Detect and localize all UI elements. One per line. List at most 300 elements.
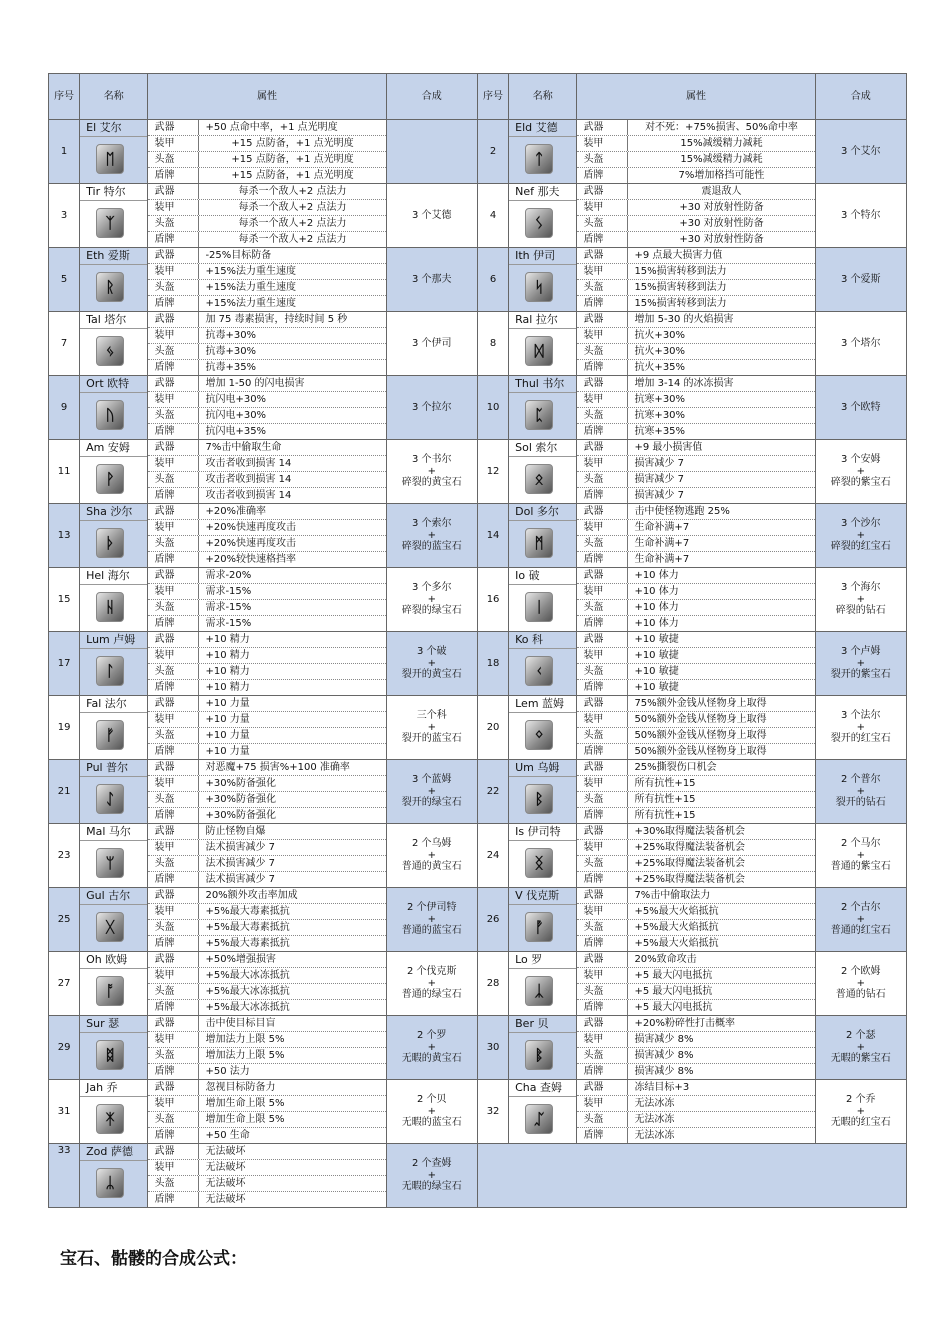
slot-label: 盾牌 <box>148 680 199 695</box>
rune-table <box>48 73 907 1208</box>
empty-cell <box>477 1144 906 1208</box>
slot-label: 头盔 <box>148 984 199 999</box>
property-value: 震退敌人 <box>701 186 742 197</box>
property-value: +5 最大闪电抵抗 <box>634 970 713 981</box>
rune-stone-icon: ᚱ <box>96 272 124 302</box>
rune-properties <box>148 504 386 568</box>
slot-label: 盾牌 <box>577 1000 628 1015</box>
recipe: 3 个沙尔 + 碎裂的红宝石 <box>815 504 906 568</box>
property-value: +25%取得魔法装备机会 <box>634 842 746 853</box>
slot-label: 装甲 <box>577 200 628 215</box>
rune-properties <box>577 1016 815 1080</box>
rune-name: Ral 拉尔 <box>509 312 576 329</box>
slot-label: 装甲 <box>148 456 199 471</box>
rune-name-cell <box>509 1016 577 1080</box>
property-value: 50%额外金钱从怪物身上取得 <box>634 730 767 741</box>
header-name: 名称 <box>80 74 148 120</box>
property-value: +10 体力 <box>634 570 679 581</box>
slot-label: 装甲 <box>148 520 199 535</box>
rune-number: 32 <box>477 1080 508 1144</box>
slot-label: 头盔 <box>577 216 628 231</box>
rune-properties <box>148 120 386 184</box>
rune-number: 21 <box>49 760 80 824</box>
rune-name: Zod 萨德 <box>80 1144 147 1161</box>
property-value: 无法破坏 <box>205 1162 246 1173</box>
slot-label: 头盔 <box>148 600 199 615</box>
rune-stone-icon: ᛈ <box>525 400 553 430</box>
rune-name-cell <box>509 184 577 248</box>
property-value: 抗火+35% <box>634 362 686 373</box>
rune-stone-icon: ᛞ <box>525 336 553 366</box>
rune-name: Eld 艾德 <box>509 120 576 137</box>
slot-label: 装甲 <box>148 840 199 855</box>
property-value: 50%额外金钱从怪物身上取得 <box>634 746 767 757</box>
property-value: 无法冰冻 <box>634 1130 675 1141</box>
property-value: 所有抗性+15 <box>634 810 696 821</box>
rune-stone-icon: ᛢ <box>525 1104 553 1134</box>
property-value: +10 力量 <box>205 746 250 757</box>
property-value: 忽视目标防备力 <box>205 1082 276 1093</box>
property-value: +5%最大冰冻抵抗 <box>205 986 290 997</box>
rune-properties <box>577 824 815 888</box>
property-value: +30 对放射性防备 <box>679 234 764 245</box>
property-value: +10 敏捷 <box>634 682 679 693</box>
header-recipe: 合成 <box>815 74 906 120</box>
property-value: +10 体力 <box>634 618 679 629</box>
property-value: 抗寒+30% <box>634 410 686 421</box>
rune-stone-icon: ᛇ <box>96 784 124 814</box>
rune-name-cell <box>509 952 577 1016</box>
property-value: 增加法力上限 5% <box>205 1034 285 1045</box>
rune-stone-icon: ᛋ <box>525 272 553 302</box>
slot-label: 头盔 <box>148 344 199 359</box>
recipe: 3 个伊司 <box>386 312 477 376</box>
rune-number: 14 <box>477 504 508 568</box>
property-value: +5%最大火焰抵抗 <box>634 938 719 949</box>
rune-stone-icon: ᛁ <box>525 592 553 622</box>
rune-properties <box>148 952 386 1016</box>
property-value: 冻结目标+3 <box>634 1082 690 1093</box>
slot-label: 头盔 <box>577 792 628 807</box>
recipe: 2 个伊司特 + 普通的蓝宝石 <box>386 888 477 952</box>
rune-name: Lem 蓝姆 <box>509 696 576 713</box>
recipe: 3 个法尔 + 裂开的红宝石 <box>815 696 906 760</box>
rune-stone-icon: ᛏ <box>525 144 553 174</box>
rune-name-cell <box>509 1080 577 1144</box>
slot-label: 装甲 <box>577 904 628 919</box>
slot-label: 头盔 <box>577 728 628 743</box>
property-value: 损害减少 7 <box>634 474 684 485</box>
slot-label: 装甲 <box>148 648 199 663</box>
rune-name-cell <box>80 632 148 696</box>
rune-name: Tal 塔尔 <box>80 312 147 329</box>
recipe: 2 个贝 + 无暇的蓝宝石 <box>386 1080 477 1144</box>
rune-properties <box>148 632 386 696</box>
rune-properties <box>577 120 815 184</box>
rune-number: 1 <box>49 120 80 184</box>
property-value: 损害减少 8% <box>634 1034 694 1045</box>
rune-name-cell <box>80 376 148 440</box>
slot-label: 武器 <box>148 440 199 455</box>
property-value: 损害减少 8% <box>634 1050 694 1061</box>
rune-name: V 伐克斯 <box>509 888 576 905</box>
recipe: 3 个索尔 + 碎裂的蓝宝石 <box>386 504 477 568</box>
slot-label: 装甲 <box>577 1096 628 1111</box>
recipe: 3 个安姆 + 碎裂的紫宝石 <box>815 440 906 504</box>
rune-properties <box>577 312 815 376</box>
rune-number: 4 <box>477 184 508 248</box>
rune-number: 23 <box>49 824 80 888</box>
property-value: 75%额外金钱从怪物身上取得 <box>634 698 767 709</box>
table-row <box>49 760 907 824</box>
rune-number: 22 <box>477 760 508 824</box>
slot-label: 盾牌 <box>148 424 199 439</box>
property-value: 每杀一个敌人+2 点法力 <box>238 186 347 197</box>
property-value: +50 点命中率，+1 点光明度 <box>205 122 338 133</box>
slot-label: 武器 <box>577 1080 628 1095</box>
slot-label: 盾牌 <box>148 1128 199 1143</box>
slot-label: 头盔 <box>148 216 199 231</box>
slot-label: 装甲 <box>577 392 628 407</box>
rune-name: Ber 贝 <box>509 1016 576 1033</box>
property-value: +5%最大火焰抵抗 <box>634 922 719 933</box>
property-value: 抗寒+35% <box>634 426 686 437</box>
property-value: 20%致命攻击 <box>634 954 697 965</box>
recipe: 2 个普尔 + 裂开的钻石 <box>815 760 906 824</box>
slot-label: 盾牌 <box>577 360 628 375</box>
rune-name: El 艾尔 <box>80 120 147 137</box>
slot-label: 头盔 <box>148 152 199 167</box>
property-value: 15%损害转移到法力 <box>634 266 727 277</box>
slot-label: 装甲 <box>148 968 199 983</box>
recipe: 3 个艾尔 <box>815 120 906 184</box>
rune-name-cell <box>509 632 577 696</box>
rune-name: Io 破 <box>509 568 576 585</box>
rune-number: 2 <box>477 120 508 184</box>
property-value: 需求-15% <box>205 618 252 629</box>
property-value: -25%目标防备 <box>205 250 272 261</box>
property-value: 法术损害减少 7 <box>205 842 275 853</box>
recipe <box>386 120 477 184</box>
property-value: 攻击者收到损害 14 <box>205 474 292 485</box>
slot-label: 武器 <box>148 248 199 263</box>
property-value: 击中使怪物逃跑 25% <box>634 506 730 517</box>
rune-stone-icon: ᛔ <box>525 1040 553 1070</box>
property-value: +5%最大毒素抵抗 <box>205 922 290 933</box>
slot-label: 头盔 <box>577 408 628 423</box>
rune-properties <box>148 824 386 888</box>
recipe: 三个科 + 裂开的蓝宝石 <box>386 696 477 760</box>
rune-stone-icon: ᚠ <box>96 720 124 750</box>
recipe: 2 个查姆 + 无暇的绿宝石 <box>386 1144 477 1208</box>
property-value: +10 敏捷 <box>634 634 679 645</box>
slot-label: 盾牌 <box>577 1064 628 1079</box>
property-value: 无法冰冻 <box>634 1114 675 1125</box>
slot-label: 盾牌 <box>577 744 628 759</box>
property-value: 损害减少 7 <box>634 490 684 501</box>
slot-label: 武器 <box>148 504 199 519</box>
slot-label: 盾牌 <box>148 1064 199 1079</box>
rune-stone-icon: ᛚ <box>96 656 124 686</box>
rune-properties <box>577 632 815 696</box>
slot-label: 武器 <box>577 376 628 391</box>
slot-label: 盾牌 <box>577 808 628 823</box>
rune-properties <box>148 184 386 248</box>
property-value: +15%法力重生速度 <box>205 266 297 277</box>
recipe: 3 个破 + 裂开的黄宝石 <box>386 632 477 696</box>
property-value: +50%增强损害 <box>205 954 277 965</box>
slot-label: 盾牌 <box>577 680 628 695</box>
slot-label: 装甲 <box>577 584 628 599</box>
rune-properties <box>148 440 386 504</box>
rune-properties <box>148 1016 386 1080</box>
rune-stone-icon: ᛡ <box>96 1104 124 1134</box>
rune-name-cell <box>80 824 148 888</box>
table-row <box>49 1144 907 1208</box>
slot-label: 装甲 <box>148 1160 199 1175</box>
slot-label: 装甲 <box>577 328 628 343</box>
recipe: 3 个特尔 <box>815 184 906 248</box>
rune-name-cell <box>509 248 577 312</box>
property-value: +10 力量 <box>205 730 250 741</box>
rune-properties <box>148 888 386 952</box>
property-value: 需求-15% <box>205 586 252 597</box>
slot-label: 装甲 <box>148 392 199 407</box>
rune-properties <box>577 248 815 312</box>
slot-label: 武器 <box>577 888 628 903</box>
rune-number: 24 <box>477 824 508 888</box>
rune-name: Is 伊司特 <box>509 824 576 841</box>
property-value: 生命补满+7 <box>634 554 690 565</box>
header-index: 序号 <box>49 74 80 120</box>
table-row <box>49 248 907 312</box>
table-row <box>49 440 907 504</box>
rune-name: Nef 那夫 <box>509 184 576 201</box>
property-value: +9 最小损害值 <box>634 442 703 453</box>
table-row <box>49 952 907 1016</box>
rune-properties <box>148 568 386 632</box>
slot-label: 武器 <box>577 1016 628 1031</box>
rune-number: 30 <box>477 1016 508 1080</box>
slot-label: 头盔 <box>148 1176 199 1191</box>
recipe: 3 个那夫 <box>386 248 477 312</box>
slot-label: 头盔 <box>577 856 628 871</box>
property-value: +15 点防备，+1 点光明度 <box>231 170 354 181</box>
property-value: +30%防备强化 <box>205 794 277 805</box>
table-row <box>49 568 907 632</box>
rune-name: Dol 多尔 <box>509 504 576 521</box>
header-name: 名称 <box>509 74 577 120</box>
rune-stone-icon: ᛖ <box>96 144 124 174</box>
slot-label: 装甲 <box>577 1032 628 1047</box>
table-row <box>49 888 907 952</box>
property-value: +10 敏捷 <box>634 666 679 677</box>
rune-number: 18 <box>477 632 508 696</box>
rune-name: Eth 爱斯 <box>80 248 147 265</box>
rune-name: Hel 海尔 <box>80 568 147 585</box>
rune-number: 26 <box>477 888 508 952</box>
slot-label: 头盔 <box>148 664 199 679</box>
slot-label: 盾牌 <box>148 616 199 631</box>
recipe: 2 个罗 + 无暇的黄宝石 <box>386 1016 477 1080</box>
slot-label: 武器 <box>577 632 628 647</box>
property-value: +10 精力 <box>205 666 250 677</box>
property-value: 抗毒+30% <box>205 346 257 357</box>
property-value: 抗闪电+30% <box>205 410 267 421</box>
rune-properties <box>577 504 815 568</box>
slot-label: 头盔 <box>148 536 199 551</box>
rune-name-cell <box>509 760 577 824</box>
rune-number: 6 <box>477 248 508 312</box>
slot-label: 装甲 <box>577 264 628 279</box>
recipe: 2 个瑟 + 无暇的紫宝石 <box>815 1016 906 1080</box>
property-value: +5%最大毒素抵抗 <box>205 906 290 917</box>
recipe: 3 个海尔 + 碎裂的钻石 <box>815 568 906 632</box>
slot-label: 武器 <box>148 888 199 903</box>
slot-label: 武器 <box>577 568 628 583</box>
slot-label: 装甲 <box>577 136 628 151</box>
recipe: 2 个马尔 + 普通的紫宝石 <box>815 824 906 888</box>
slot-label: 武器 <box>577 248 628 263</box>
slot-label: 头盔 <box>577 152 628 167</box>
property-value: 无法破坏 <box>205 1146 246 1157</box>
recipe: 2 个乌姆 + 普通的黄宝石 <box>386 824 477 888</box>
rune-number: 11 <box>49 440 80 504</box>
property-value: +30%防备强化 <box>205 778 277 789</box>
property-value: 损害减少 7 <box>634 458 684 469</box>
rune-properties <box>148 248 386 312</box>
rune-name-cell <box>509 824 577 888</box>
rune-number: 5 <box>49 248 80 312</box>
recipe: 3 个蓝姆 + 裂开的绿宝石 <box>386 760 477 824</box>
property-value: 每杀一个敌人+2 点法力 <box>238 234 347 245</box>
slot-label: 装甲 <box>148 584 199 599</box>
slot-label: 盾牌 <box>577 488 628 503</box>
rune-name-cell <box>80 120 148 184</box>
rune-name: Thul 书尔 <box>509 376 576 393</box>
slot-label: 装甲 <box>148 200 199 215</box>
slot-label: 武器 <box>577 440 628 455</box>
rune-number: 13 <box>49 504 80 568</box>
slot-label: 武器 <box>148 1080 199 1095</box>
rune-number: 15 <box>49 568 80 632</box>
recipe: 3 个艾德 <box>386 184 477 248</box>
rune-properties <box>148 696 386 760</box>
rune-name: Oh 欧姆 <box>80 952 147 969</box>
rune-name-cell <box>80 440 148 504</box>
rune-name: Ort 欧特 <box>80 376 147 393</box>
property-value: +5 最大闪电抵抗 <box>634 1002 713 1013</box>
property-value: +10 力量 <box>205 698 250 709</box>
property-value: 抗毒+30% <box>205 330 257 341</box>
rune-stone-icon: ᛗ <box>525 528 553 558</box>
rune-name-cell <box>509 696 577 760</box>
slot-label: 武器 <box>148 312 199 327</box>
recipe: 2 个欧姆 + 普通的钻石 <box>815 952 906 1016</box>
slot-label: 装甲 <box>577 968 628 983</box>
rune-name: Mal 马尔 <box>80 824 147 841</box>
rune-stone-icon: ᚲ <box>525 656 553 686</box>
rune-name: Cha 查姆 <box>509 1080 576 1097</box>
rune-stone-icon: ᛟ <box>525 464 553 494</box>
slot-label: 装甲 <box>577 648 628 663</box>
property-value: 无法破坏 <box>205 1178 246 1189</box>
slot-label: 盾牌 <box>577 552 628 567</box>
rune-number: 17 <box>49 632 80 696</box>
slot-label: 武器 <box>148 952 199 967</box>
rune-stone-icon: ᚹ <box>96 464 124 494</box>
slot-label: 盾牌 <box>148 168 199 183</box>
property-value: +5 最大闪电抵抗 <box>634 986 713 997</box>
rune-name-cell <box>80 760 148 824</box>
property-value: 生命补满+7 <box>634 538 690 549</box>
rune-properties <box>577 760 815 824</box>
rune-properties <box>148 760 386 824</box>
slot-label: 盾牌 <box>577 1128 628 1143</box>
slot-label: 头盔 <box>148 472 199 487</box>
table-row <box>49 504 907 568</box>
recipe: 3 个拉尔 <box>386 376 477 440</box>
rune-name-cell <box>509 120 577 184</box>
property-value: 7%击中偷取法力 <box>634 890 711 901</box>
rune-number: 10 <box>477 376 508 440</box>
rune-name-cell <box>509 504 577 568</box>
slot-label: 武器 <box>148 568 199 583</box>
rune-name-cell <box>80 568 148 632</box>
slot-label: 武器 <box>148 376 199 391</box>
slot-label: 头盔 <box>148 280 199 295</box>
rune-name: Sol 索尔 <box>509 440 576 457</box>
table-row <box>49 1016 907 1080</box>
property-value: +5%最大冰冻抵抗 <box>205 1002 290 1013</box>
slot-label: 武器 <box>577 824 628 839</box>
property-value: +15 点防备，+1 点光明度 <box>231 138 354 149</box>
rune-number: 27 <box>49 952 80 1016</box>
rune-number: 9 <box>49 376 80 440</box>
slot-label: 武器 <box>148 1144 199 1159</box>
property-value: 每杀一个敌人+2 点法力 <box>238 202 347 213</box>
rune-name-cell <box>80 952 148 1016</box>
rune-number: 25 <box>49 888 80 952</box>
slot-label: 武器 <box>577 504 628 519</box>
property-value: 击中使目标目盲 <box>205 1018 276 1029</box>
table-row <box>49 376 907 440</box>
slot-label: 盾牌 <box>577 872 628 887</box>
rune-stone-icon: ᛃ <box>96 336 124 366</box>
property-value: 15%损害转移到法力 <box>634 298 727 309</box>
property-value: +20%快速再度攻击 <box>205 522 297 533</box>
rune-name-cell <box>80 312 148 376</box>
rune-number: 33 <box>49 1144 80 1208</box>
property-value: 增加法力上限 5% <box>205 1050 285 1061</box>
table-row <box>49 696 907 760</box>
slot-label: 武器 <box>577 184 628 199</box>
rune-stone-icon: ᛝ <box>525 848 553 878</box>
rune-name: Am 安姆 <box>80 440 147 457</box>
rune-number: 19 <box>49 696 80 760</box>
table-row <box>49 312 907 376</box>
rune-properties <box>148 1080 386 1144</box>
slot-label: 装甲 <box>577 776 628 791</box>
rune-name-cell <box>80 696 148 760</box>
slot-label: 头盔 <box>148 408 199 423</box>
rune-name: Fal 法尔 <box>80 696 147 713</box>
property-value: +5%最大毒素抵抗 <box>205 938 290 949</box>
property-value: 所有抗性+15 <box>634 778 696 789</box>
slot-label: 盾牌 <box>148 1192 199 1207</box>
slot-label: 武器 <box>577 696 628 711</box>
slot-label: 头盔 <box>577 664 628 679</box>
